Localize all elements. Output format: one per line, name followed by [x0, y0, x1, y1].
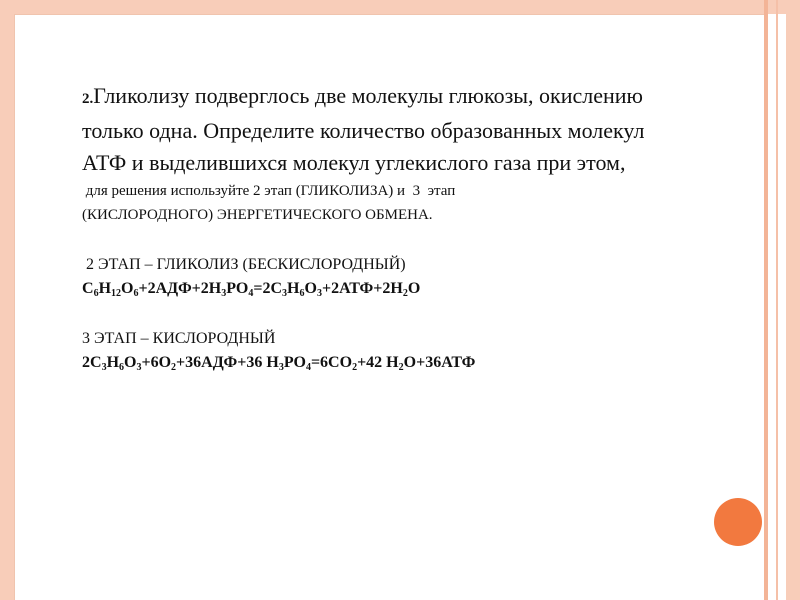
equation-subscript: 3 — [316, 288, 322, 299]
equation-segment: О+36АТФ — [403, 354, 476, 371]
frame-right-thin-line — [776, 0, 778, 600]
orange-circle-decoration — [714, 498, 762, 546]
stage-3-equation — [82, 351, 742, 375]
equation-segment: Н — [106, 354, 120, 371]
equation-segment: +6О — [141, 354, 172, 371]
task-hint-text-1: для решения используйте 2 этап (ГЛИКОЛИЗА) и 3 этап — [82, 183, 456, 199]
equation-subscript: 3 — [282, 288, 288, 299]
equation-segment: РО — [283, 354, 306, 371]
equation-subscript: 2 — [398, 362, 404, 373]
equation-segment: H — [98, 280, 112, 297]
equation-subscript: 4 — [305, 362, 311, 373]
equation-subscript: 3 — [136, 362, 142, 373]
equation-segment: O — [121, 280, 134, 297]
equation-segment: Н — [287, 280, 300, 297]
equation-subscript: 6 — [119, 362, 125, 373]
task-hint-2: (КИСЛОРОДНОГО) ЭНЕРГЕТИЧЕСКОГО ОБМЕНА. — [82, 207, 433, 223]
slide-content — [82, 80, 742, 375]
task-number: 2. — [82, 91, 94, 107]
equation-segment: 2С — [82, 354, 102, 371]
equation-subscript: 2 — [402, 288, 408, 299]
equation-segment: О — [124, 354, 137, 371]
frame-right-line — [764, 0, 768, 600]
equation-segment: +2АДФ+2Н — [138, 280, 222, 297]
equation-segment: +42 Н — [357, 354, 399, 371]
equation-segment: О — [407, 280, 421, 297]
equation-segment: +2АТФ+2Н — [321, 280, 403, 297]
equation-subscript: 2 — [352, 362, 358, 373]
task-text-1: Гликолизу подверглось две молекулы глюкозы, окислению — [93, 83, 643, 108]
equation-subscript: 6 — [93, 288, 99, 299]
task-line-1 — [82, 80, 742, 115]
equation-subscript: 6 — [299, 288, 305, 299]
equation-segment: =6СО — [310, 354, 353, 371]
frame-top-border — [0, 0, 800, 14]
equation-segment: +36АДФ+36 Н — [176, 354, 279, 371]
equation-subscript: 6 — [133, 288, 139, 299]
equation-segment: C — [82, 280, 94, 297]
equation-segment: =2С — [253, 280, 283, 297]
frame-right-border — [786, 0, 800, 600]
stage-2-equation — [82, 277, 742, 301]
equation-segment: РО — [226, 280, 249, 297]
equation-subscript: 3 — [101, 362, 107, 373]
task-line-2: только одна. Определите количество образованных молекул — [82, 118, 645, 143]
equation-segment: О — [304, 280, 317, 297]
task-hint-1 — [82, 179, 742, 203]
equation-subscript: 2 — [171, 362, 177, 373]
task-line-3: АТФ и выделившихся молекул углекислого газа при этом, — [82, 150, 626, 175]
equation-subscript: 3 — [221, 288, 227, 299]
frame-left-border — [0, 0, 14, 600]
equation-subscript: 12 — [111, 288, 122, 299]
equation-subscript: 3 — [278, 362, 284, 373]
stage-2-title: 2 ЭТАП – ГЛИКОЛИЗ (БЕСКИСЛОРОДНЫЙ) — [82, 256, 406, 273]
stage-3-title: 3 ЭТАП – КИСЛОРОДНЫЙ — [82, 330, 276, 347]
equation-subscript: 4 — [248, 288, 254, 299]
